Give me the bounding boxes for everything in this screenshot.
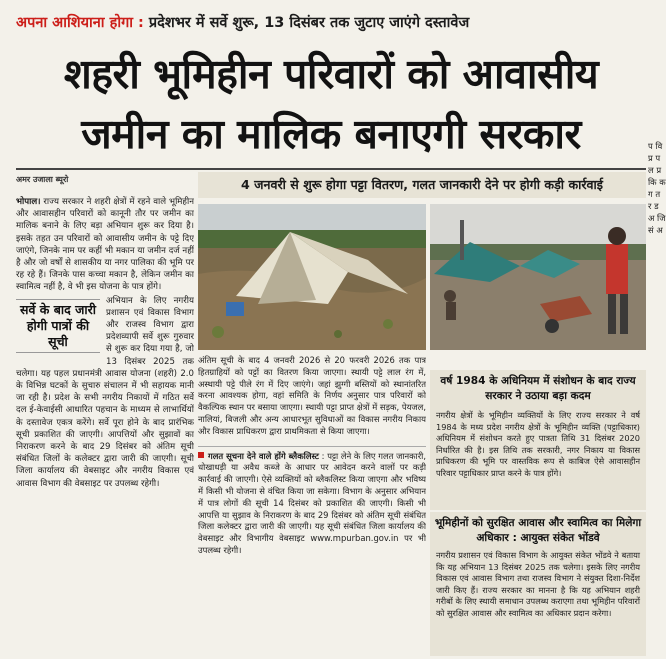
- byline: अमर उजाला ब्यूरो: [16, 175, 69, 184]
- left-paragraph-1-text: राज्य सरकार ने शहरी क्षेत्रों में रहने वाले भूमिहीन और आवासहीन परिवारों को कानूनी तौर पर जमीन का मालिक बनाने के लिए बड़ा अभियान शुरू कर दिया है। इसके तहत उन परिवारों को आवासीय जमीन के पट्टे दिए जाएंगे, जिनके नाम पर कहीं भी मकान या जमीन दर्ज नहीं है और जो वर्षों से शासकीय या नगर पालिका की भूमि पर रह रहे हैं। जिनके पास कच्चा मकान है, लेकिन जमीन का स्वामित्व नहीं है, वे भी इस योजना के पात्र होंगे।: [16, 197, 194, 293]
- box1-title: वर्ष 1984 के अधिनियम में संशोधन के बाद राज्य सरकार ने उठाया बड़ा कदम: [440, 375, 636, 402]
- kicker-separator: :: [133, 15, 149, 31]
- middle-subhead: गलत सूचना देने वाले होंगे ब्लैकलिस्ट: [208, 450, 319, 461]
- box2-title: भूमिहीनों को सुरक्षित आवास और स्वामित्व का मिलेगा अधिकार : आयुक्त संकेत भोंडवे: [434, 517, 642, 544]
- headline: [16, 44, 646, 164]
- photo-settlement-child-image: [430, 204, 646, 350]
- headline-line-2: जमीन का मालिक बनाएगी सरकार: [81, 110, 581, 158]
- middle-paragraph-2-text: : पट्टा लेने के लिए गलत जानकारी, धोखाधड़ी या अवैध कब्जे के आधार पर आवेदन करने वालों पर कड़ी कार्रवाई की जाएगी। ऐसे व्यक्तियों को ब्लैकलिस्ट किया जाएगा और भविष्य में किसी भी योजना से वंचित किया जा सकेगा। विभाग के अनुसार अभियान में पात्र लोगों की सूची 14 दिसंबर को प्रकाशित की जाएगी। किसी भी आपत्ति या सुझाव के निराकरण के बाद 29 दिसंबर को अंतिम सूची संबंधित जिला कलेक्टर द्वारा जारी की जाएगी। यह सूची संबंधित जिला कार्यालय की वेबसाइट और विभागीय वेबसाइट www.mpurban.gov.in पर भी उपलब्ध रहेगी।: [198, 450, 426, 555]
- kicker-label: अपना आशियाना होगा: [16, 15, 133, 31]
- middle-divider: [198, 446, 426, 447]
- strap-heading: 4 जनवरी से शुरू होगा पट्टा वितरण, गलत जानकारी देने पर होगी कड़ी कार्रवाई: [198, 172, 646, 198]
- middle-paragraph-1: अंतिम सूची के बाद 4 जनवरी 2026 से 20 फरवरी 2026 तक पात्र हितग्राहियों को पट्टों का वितरण किया जाएगा। स्थायी पट्टे लाल रंग में, अस्थायी पट्टे पीले रंग में दिए जाएंगे। जहां झुग्गी बस्तियों को स्थानांतरित करना आवश्यक होगा, वहां समिति के निर्णय अनुसार पात्र परिवारों को वैकल्पिक स्थान पर बसाया जाएगा। स्थायी पट्टा प्राप्त क्षेत्रों में सड़क, पेयजल, नालियां, बिजली और अन्य आधारभूत सुविधाओं का विकास नगरीय निकाय और विकास प्राधिकरण द्वारा प्राथमिकता से किया जाएगा।: [198, 355, 426, 436]
- dateline: भोपाल।: [16, 197, 41, 207]
- photo-settlement-child: [430, 204, 646, 350]
- box1-text: नगरीय क्षेत्रों के भूमिहीन व्यक्तियों के लिए राज्य सरकार ने वर्ष 1984 के मध्य प्रदेश नगरीय क्षेत्रों के भूमिहीन व्यक्ति (पट्टाधिकार) अधिनियम में संशोधन करते हुए पात्रता तिथि 31 दिसंबर 2020 निर्धारित की है। इस तिथि तक सरकारी, नगर निकाय या विकास प्राधिकरण की भूमि पर वास्तविक रूप से काबिज ऐसे आवासहीन परिवार पट्टाधिकार प्राप्त करने के पात्र होंगे।: [436, 410, 640, 478]
- photo-tent-field-image: [198, 204, 426, 350]
- middle-column: [198, 355, 426, 655]
- photo-tent-field: [198, 204, 426, 350]
- middle-paragraph-2: [198, 451, 426, 557]
- headline-line-1: शहरी भूमिहीन परिवारों को आवासीय: [63, 50, 599, 98]
- headline-rule: [16, 168, 646, 170]
- left-paragraph-1: [16, 196, 194, 294]
- sidebar-box-amendment: [430, 370, 646, 510]
- adjacent-article-cutoff: प वि प्र प ल प्र कि क ग त र ड अ जि सं अ: [648, 141, 666, 235]
- kicker-text: प्रदेशभर में सर्वे शुरू, 13 दिसंबर तक जुटाए जाएंगे दस्तावेज: [148, 15, 470, 31]
- left-column: [16, 196, 194, 654]
- pull-quote: सर्वे के बाद जारी होगी पात्रों की सूची: [16, 299, 100, 353]
- bullet-icon: [198, 452, 204, 458]
- kicker-line: [16, 10, 646, 36]
- sidebar-box-commissioner: [430, 512, 646, 656]
- box2-text: नगरीय प्रशासन एवं विकास विभाग के आयुक्त संकेत भोंडवे ने बताया कि यह अभियान 13 दिसंबर 2025 तक चलेगा। इसके लिए नगरीय विकास एवं आवास विभाग तथा राजस्व विभाग ने संयुक्त दिशा-निर्देश जारी किए हैं। राज्य सरकार का मानना है कि यह अभियान शहरी गरीबों के लिए स्थायी समाधान उपलब्ध कराएगा तथा भूमिहीन परिवारों को सुरक्षित आवास और स्वामित्व का अधिकार प्रदान करेगा।: [436, 550, 640, 618]
- left-paragraph-2: अभियान के लिए नगरीय प्रशासन एवं विकास विभाग और राजस्व विभाग द्वारा प्रदेशव्यापी सर्वे शुरू गुरुवार से शुरू कर दिया गया है, जो 13 दिसंबर 2025 तक चलेगा। यह पहल प्रधानमंत्री आवास योजना (शहरी) 2.0 के विभिन्न घटकों के सुचारु संचालन में भी सहायक मानी जा रही है। प्रदेश के सभी नगरीय निकायों में गठित सर्वे दल ई-केवाईसी आधारित पहचान के माध्यम से लाभार्थियों के दस्तावेज एकत्र करेंगे। सर्वे पूरा होने के बाद प्रारंभिक सूची प्रकाशित की जाएगी। आपत्तियों और सुझावों का निराकरण करने के बाद 29 दिसंबर को अंतिम सूची संबंधित जिलों के कलेक्टर द्वारा जारी की जाएगी। सूची जिला कार्यालय की वेबसाइट और नगरीय विकास एवं आवास विभाग की वेबसाइट पर उपलब्ध रहेगी।: [16, 295, 194, 489]
